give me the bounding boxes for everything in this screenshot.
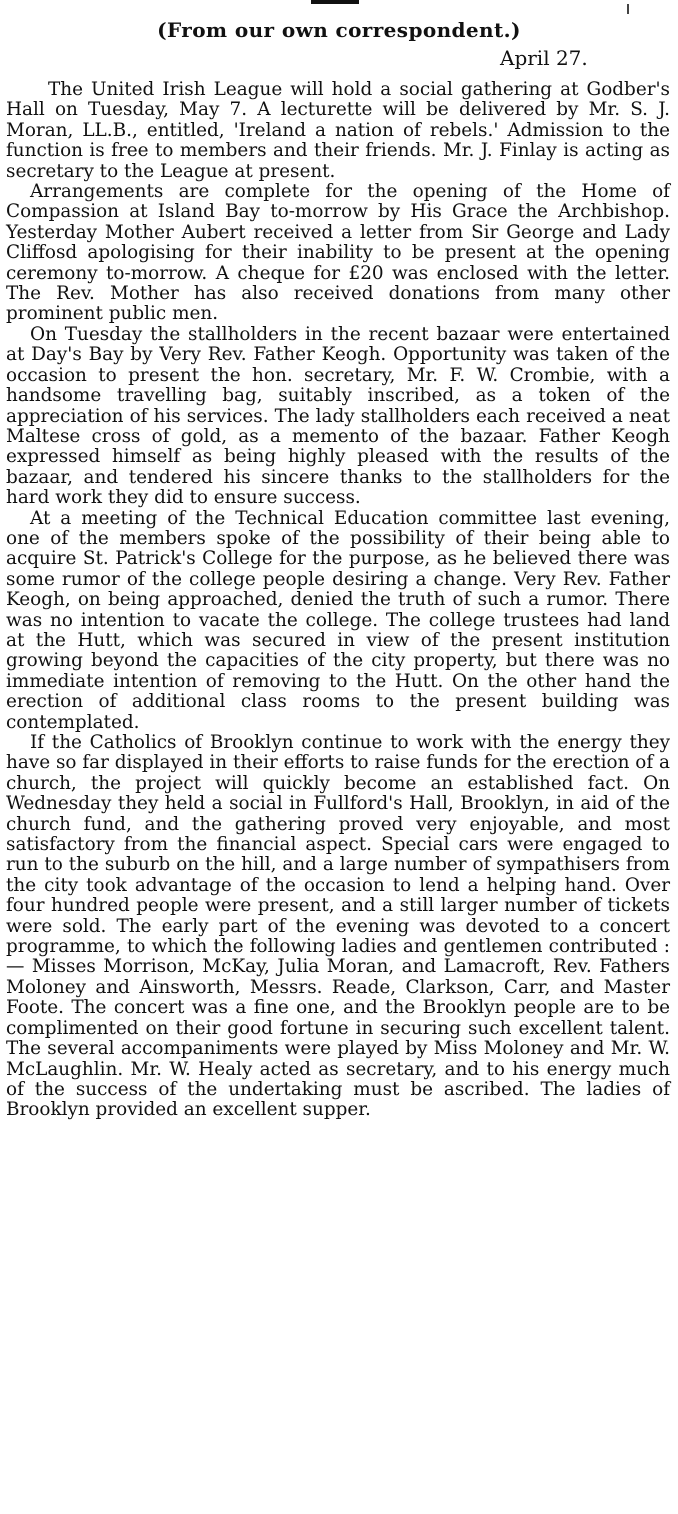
print-mark — [627, 4, 629, 14]
column-separator-rule — [311, 0, 359, 4]
dateline: April 27. — [500, 46, 588, 70]
paragraph-home-of-compassion: Arrangements are complete for the opening of the Home of Compassion at Island Bay to-morrow by His Grace the Archbishop. Yesterday Mother Aubert received a letter from Sir George and Lady Cliffosd apologising for their inability to be present at the opening ceremony to-morrow. A cheque for £20 was enclosed with the letter. The Rev. Mother has also received donations from many other prominent public men. — [6, 181, 670, 325]
paragraph-technical-education: At a meeting of the Technical Education committee last evening, one of the members spoke of the possibility of their being able to acquire St. Patrick's College for the purpose, as he believed there was some rumor of the college people desiring a change. Very Rev. Father Keogh, on being approached, denied the truth of such a rumor. There was no intention to vacate the college. The college trustees had land at the Hutt, which was secured in view of the present institution growing beyond the capacities of the city property, but there was no immediate intention of removing to the Hutt. On the other hand the erection of additional class rooms to the present building was contemplated. — [6, 507, 670, 733]
paragraph-irish-league: The United Irish League will hold a social gathering at Godber's Hall on Tuesday, May 7. A lecturette will be delivered by Mr. S. J. Moran, LL.B., entitled, 'Ireland a nation of rebels.' Admission to the function is free to members and their friends. Mr. J. Finlay is acting as secretary to the League at present. — [6, 79, 670, 182]
correspondent-heading: (From our own correspondent.) — [157, 18, 521, 42]
paragraph-brooklyn-church: If the Catholics of Brooklyn continue to work with the energy they have so far displayed in their efforts to raise funds for the erection of a church, the project will quickly become an established fact. On Wednesday they held a social in Fullford's Hall, Brooklyn, in aid of the church fund, and the gathering proved very enjoyable, and most satisfactory from the financial aspect. Special cars were engaged to run to the suburb on the hill, and a large number of sympathisers from the city took advantage of the occasion to lend a helping hand. Over four hundred people were present, and a still larger number of tickets were sold. The early part of the evening was devoted to a concert programme, to which the following ladies and gentlemen contributed :— Misses Morrison, McKay, Julia Moran, and Lamacroft, Rev. Fathers Moloney and Ainsworth, Messrs. Reade, Clarkson, Carr, and Master Foote. The concert was a fine one, and the Brooklyn people are to be complimented on their good fortune in securing such excellent talent. The several accompaniments were played by Miss Moloney and Mr. W. McLaughlin. Mr. W. Healy acted as secretary, and to his energy much of the success of the undertaking must be ascribed. The ladies of Brooklyn provided an excellent supper. — [6, 732, 670, 1121]
article-body — [6, 80, 670, 1121]
paragraph-bazaar: On Tuesday the stallholders in the recent bazaar were entertained at Day's Bay by Very Rev. Father Keogh. Opportunity was taken of the occasion to present the hon. secretary, Mr. F. W. Crombie, with a handsome travelling bag, suitably inscribed, as a token of the appreciation of his services. The lady stallholders each received a neat Maltese cross of gold, as a memento of the bazaar. Father Keogh expressed himself as being highly pleased with the results of the bazaar, and tendered his sincere thanks to the stallholders for the hard work they did to ensure success. — [6, 323, 670, 509]
